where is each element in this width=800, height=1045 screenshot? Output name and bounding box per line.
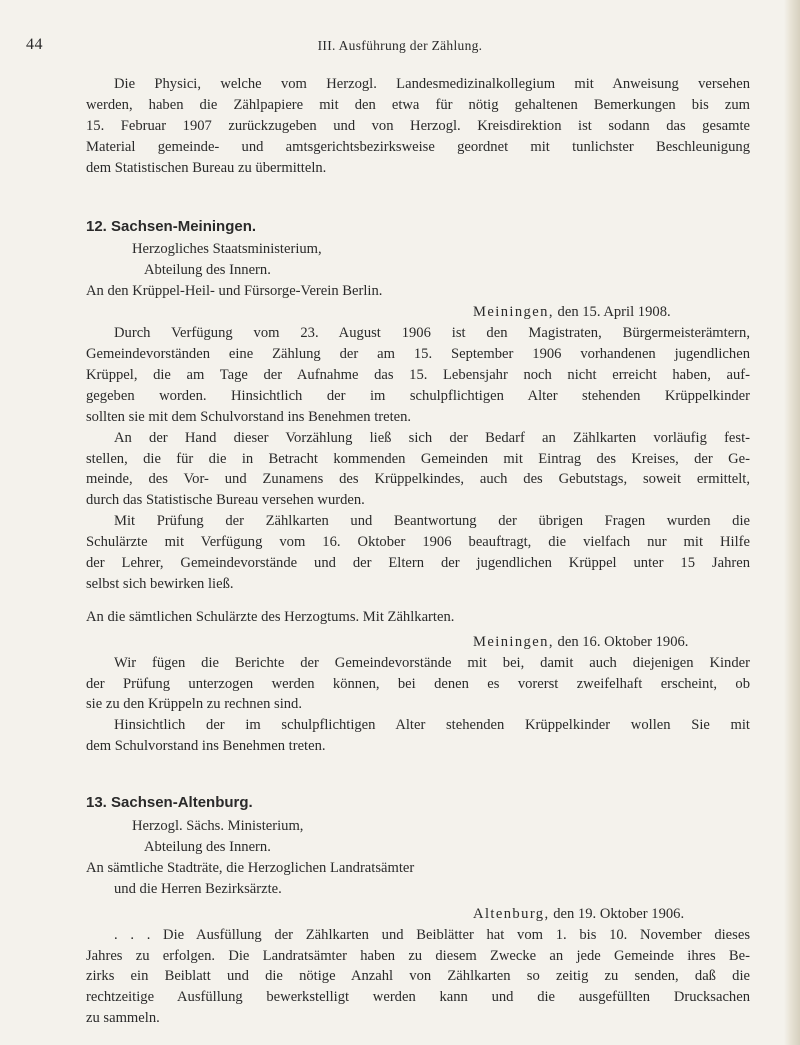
dateline [473, 904, 750, 925]
text-line: dem Statistischen Bureau zu übermitteln. [86, 159, 327, 176]
text-line: der Lehrer, Gemeindevorstände und der Eltern der jugendlichen Krüppel unter 15 Jahren [86, 555, 750, 572]
recipient-line-1: An sämtliche Stadträte, die Herzoglichen Landratsämter [86, 859, 415, 876]
page-number: 44 [26, 36, 43, 53]
authority-line-2: Abteilung des Innern. [144, 262, 271, 279]
paragraph [114, 428, 750, 449]
page-body [86, 74, 750, 1029]
dateline-date: den 16. Oktober 1906. [553, 633, 689, 650]
text-line: der Prüfung unterzogen werden können, bei denen es vorerst zweifelhaft erscheint, ob [86, 675, 750, 692]
text-line: rechtzeitige Ausfüllung bewerkstelligt werden kann und die ausgefüllten Drucksachen [86, 989, 750, 1006]
authority-line-2: Abteilung des Innern. [144, 839, 271, 855]
text-line: selbst sich bewirken ließ. [86, 575, 234, 592]
page-header [0, 36, 800, 58]
paragraph-cont [86, 344, 750, 428]
text-line: zirks ein Beiblatt und die nötige Anzahl von Zählkarten so zeitig zu senden, daß die [86, 968, 750, 985]
paragraph [114, 715, 750, 736]
text-line: Jahres zu erfolgen. Die Landratsämter haben zu diesem Zwecke an jede Gemeinde ihres Be- [86, 947, 750, 964]
authority-line-1: Herzogliches Staatsministerium, [132, 241, 322, 258]
text-line: Schulärzte mit Verfügung vom 16. Oktober 1906 beauftragt, die vielfach nur mit Hilfe [86, 534, 750, 551]
paragraph-cont [86, 449, 750, 512]
text-line: 15. Februar 1907 zurückzugeben und von Herzogl. Kreisdirektion ist sodann das gesamte [86, 117, 750, 134]
dateline-date: den 15. April 1908. [553, 304, 671, 321]
text-line: Mit Prüfung der Zählkarten und Beantwortung der übrigen Fragen wurden die [114, 513, 750, 530]
page-edge-shadow [784, 0, 800, 1045]
text-line: Durch Verfügung vom 23. August 1906 ist den Magistraten, Bürgermeisterämtern, [114, 325, 750, 342]
recipient-line-2: An die sämtlichen Schulärzte des Herzogtums. Mit Zählkarten. [86, 608, 455, 625]
authority-line-1: Herzogl. Sächs. Ministerium, [132, 818, 304, 835]
dateline-date: den 19. Oktober 1906. [549, 905, 685, 922]
dateline-place: Meiningen, [473, 304, 554, 321]
text-line: stellen, die für die in Betracht kommenden Gemeinden mit Eintrag des Kreises, der Ge- [86, 450, 750, 467]
recipient-line-2: und die Herren Bezirksärzte. [114, 880, 282, 897]
section-12-title: 12. Sachsen-Meiningen. [86, 217, 257, 235]
paragraph-cont [86, 946, 750, 1030]
text-line: durch das Statistische Bureau versehen wurden. [86, 492, 365, 509]
text-line: sollten sie mit dem Schulvorstand ins Benehmen treten. [86, 408, 412, 425]
dateline-2 [473, 632, 750, 653]
paragraph [114, 925, 750, 946]
text-line: dem Schulvorstand ins Benehmen treten. [86, 738, 326, 755]
text-line: Wir fügen die Berichte der Gemeindevorstände mit bei, damit auch diejenigen Kinder [114, 654, 750, 671]
recipient-line: An den Krüppel-Heil- und Fürsorge-Verein Berlin. [86, 283, 383, 300]
text-line: Hinsichtlich der im schulpflichtigen Alter stehenden Krüppelkinder wollen Sie mit [114, 717, 750, 734]
text-line: zu sammeln. [86, 1010, 160, 1027]
text-line: Material gemeinde- und amtsgerichtsbezirksweise geordnet mit tunlichster Beschleunigung [86, 138, 750, 155]
text-line: An der Hand dieser Vorzählung ließ sich der Bedarf an Zählkarten vorläufig fest- [114, 429, 750, 446]
running-head: III. Ausführung der Zählung. [317, 38, 483, 53]
text-line: werden, haben die Zählpapiere mit den etwa für nötig gehaltenen Bemerkungen bis zum [86, 96, 750, 113]
text-line: meinde, des Vor- und Zunamens des Krüppelkindes, auch des Gebutstags, soweit ermittelt, [86, 471, 750, 488]
section-13-title: 13. Sachsen-Altenburg. [86, 794, 253, 812]
text-line: . . . Die Ausfüllung der Zählkarten und Beiblätter hat vom 1. bis 10. November dieses [114, 926, 750, 943]
text-line: Gemeindevorständen eine Zählung der am 15. September 1906 vorhandenen jugendlichen [86, 345, 750, 362]
paragraph [114, 653, 750, 674]
intro-paragraph-cont [86, 95, 750, 179]
text-line: Krüppel, die am Tage der Aufnahme das 15. Lebensjahr noch nicht erreicht haben, auf- [86, 366, 750, 383]
paragraph-cont [86, 532, 750, 595]
paragraph-cont [86, 736, 750, 757]
text-line: sie zu den Krüppeln zu rechnen sind. [86, 696, 302, 713]
paragraph-cont [86, 674, 750, 716]
paragraph [114, 323, 750, 344]
dateline-place: Meiningen, [473, 633, 554, 650]
dateline-place: Altenburg, [473, 905, 550, 922]
dateline [473, 302, 750, 323]
paragraph [114, 511, 750, 532]
intro-paragraph [114, 74, 750, 95]
text-line: gegeben worden. Hinsichtlich der im schulpflichtigen Alter stehenden Krüppelkinder [86, 387, 750, 404]
text-line: Die Physici, welche vom Herzogl. Landesmedizinalkollegium mit Anweisung versehen [114, 76, 750, 92]
